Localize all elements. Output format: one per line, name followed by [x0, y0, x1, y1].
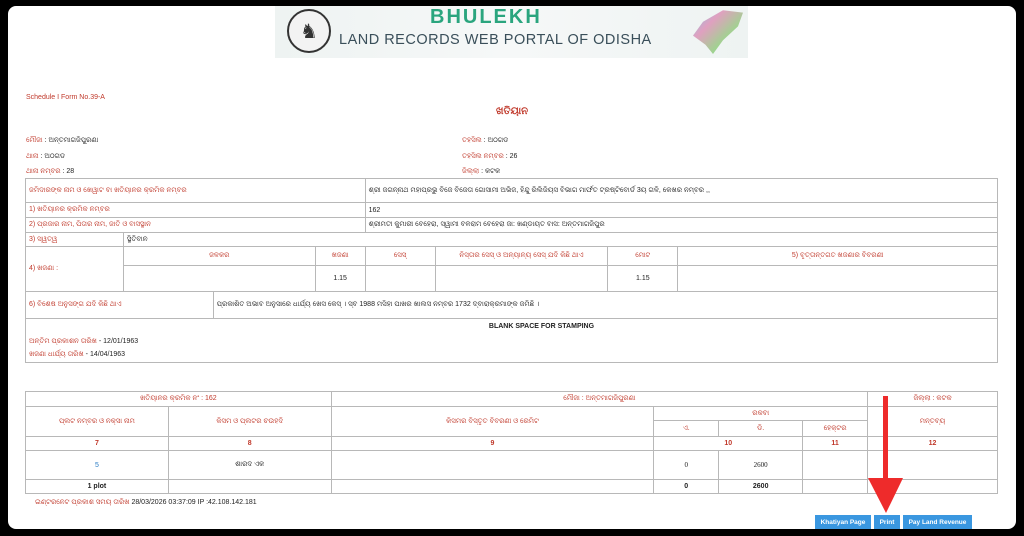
red-arrow-annotation	[866, 396, 906, 514]
col-header-area: ରକବା	[654, 407, 868, 421]
stamp-row: BLANK SPACE FOR STAMPING ଅନ୍ତିମ ପ୍ରକାଶନ ତାରିଖ - 12/01/1963 ଖଜଣା ଧାର୍ଯ୍ୟ ତାରିଖ - 14/04/1963	[26, 319, 998, 363]
publication-date: 12/01/1963	[103, 338, 139, 345]
khatiyan-page	[8, 6, 1016, 529]
stamp-space: BLANK SPACE FOR STAMPING	[488, 323, 595, 330]
total-plots: 1 plot	[26, 480, 169, 494]
total-row	[26, 480, 998, 494]
plot-decimal: 2600	[719, 451, 803, 480]
thana-no-value: 28	[66, 168, 75, 175]
rent-value: 1.15	[315, 266, 365, 292]
col-header: ପ୍ଲଟ ନମ୍ବର ଓ ନକ୍ସା ନାମ	[26, 407, 169, 437]
plot-number-link[interactable]: 5	[26, 451, 169, 480]
khatiyan-label: 1) ଖତିୟାନର କ୍ରମିକ ନମ୍ବର	[26, 203, 366, 218]
district-label: ଜିଲ୍ଲା	[462, 168, 480, 175]
odisha-seal-logo: ♞	[287, 9, 331, 53]
plot-district: ଜିଲ୍ଲା : କଟକ	[868, 392, 998, 407]
owner-label: ଜମିଦାରଙ୍କ ନାମ ଓ ଖେୱାଟ ବା ଖତିୟାନର କ୍ରମିକ ନମ୍ବର	[26, 179, 366, 203]
special-label: 6) ବିଶେଷ ଅନୁସଙ୍ଗ ଯଦି କିଛି ଥାଏ	[26, 292, 214, 319]
tenant-label: 2) ପ୍ରଜାର ନାମ, ପିତାର ନାମ, ଜାତି ଓ ବାସସ୍ଥାନ	[26, 218, 366, 233]
plot-table	[25, 391, 998, 494]
info-left: ମୌଜା : ଅନ୍ତମାଗଜିପୁରଣା ଥାନା : ଅଠଗଡ ଥାନା ନମ୍ବର : 28	[26, 137, 99, 175]
right-row	[26, 233, 998, 247]
total-decimal: 2600	[719, 480, 803, 494]
pay-land-revenue-button[interactable]: Pay Land Revenue	[903, 515, 972, 529]
col-number: 7	[26, 437, 169, 451]
rent-value	[678, 266, 998, 292]
rent-label: 4) ଖଜଣା :	[26, 247, 124, 292]
rent-header: ସେସ୍	[365, 247, 435, 266]
special-row	[26, 292, 998, 319]
col-header: ମନ୍ତବ୍ୟ	[868, 407, 998, 437]
area-decimal-header: ଡି.	[719, 421, 803, 437]
owner-value: ଶ୍ରୀ ଜଗନ୍ନାଥ ମହାପ୍ରଭୁ ବିଜେ ବିଜେତା ଗୋସାମୀ ଅଭିଜ, ହିନ୍ଦୁ ରିଲିଜିୟସ ବିଭାଗ ମାର୍ଫତ ଟ୍ରଷ୍ଟିବୋର୍ଡ 3ୟ ଗଳି, କେଖର ନମ୍ବର ,,	[365, 179, 997, 203]
table-row	[26, 451, 998, 480]
col-header: କିସମ ଓ ପ୍ଲଟର ଚଉହଦି	[168, 407, 331, 437]
rent-value: 1.15	[608, 266, 678, 292]
footer-timestamp: 28/03/2026 03:37:09	[131, 499, 196, 506]
rent-header: ମୋଟ	[608, 247, 678, 266]
footer-ip: IP :42.108.142.181	[197, 499, 257, 506]
odisha-map-icon	[693, 8, 743, 54]
tagline: LAND RECORDS WEB PORTAL OF ODISHA	[339, 32, 652, 48]
bhulekh-banner	[275, 6, 748, 58]
footer-label: ଇଣ୍ଟରନେଟ ପ୍ରକାଶ ସମୟ ତାରିଖ	[35, 499, 130, 506]
tahasil-no-label: ତହସିଲ ନମ୍ବର	[462, 152, 504, 160]
special-value: ପ୍ରକାଶିତ ଅଭାବ ଅନୁସାରେ ଧାର୍ଯ୍ୟ ଖେସ କେସ୍ । ସ୍ବ 1988 ମସିହା ପାଖର ଖାଲସ ନମ୍ବର 1732 ଦ୍ବାରାକ୍ରମାଙ୍କ ଜମିଛି ।	[213, 292, 997, 319]
tenant-value: ଶ୍ରୀମତୀ କୁମାରୀ ବେହେରା, ସ୍ୱାମୀ ବଳରାମ ବେହେରା ଜା: ଖଣ୍ଡାୟତ ବାସ: ଅନ୍ତମାଗଜିପୁର	[365, 218, 997, 233]
rent-header: ନିସ୍ତାର ସେସ୍ ଓ ଅନ୍ୟାନ୍ୟ ସେସ୍ ଯଦି କିଛି ଥାଏ	[435, 247, 608, 266]
rent-value	[435, 266, 608, 292]
col-number: 11	[803, 437, 868, 451]
brand-logo-text: BHULEKH	[430, 6, 542, 28]
plot-description	[331, 451, 654, 480]
rent-value	[123, 266, 315, 292]
area-hectare-header: ହେକ୍ଟର	[803, 421, 868, 437]
rent-header: 5) ବୃତ୍ତାନ୍ତଗତ ଖଜଣାର ବିବରଣୀ	[678, 247, 998, 266]
mouza-label: ମୌଜା	[26, 137, 43, 144]
mouza-value: ଅନ୍ତମାଗଜିପୁରଣା	[48, 137, 99, 144]
form-number: Schedule I Form No.39-A	[26, 94, 105, 101]
col-number: 9	[331, 437, 654, 451]
plot-khatiyan-number: ଖତିୟାନର କ୍ରମିକ ନଂ : 162	[26, 392, 332, 407]
khatiyan-row	[26, 203, 998, 218]
total-acre: 0	[654, 480, 719, 494]
col-number: 10	[654, 437, 803, 451]
print-button[interactable]: Print	[874, 515, 900, 529]
page-title: ଖତିୟାନ	[495, 106, 529, 117]
tahasil-label: ତହସିଲ	[462, 137, 482, 144]
rent-date-label: ଖଜଣା ଧାର୍ଯ୍ୟ ତାରିଖ	[29, 351, 84, 358]
rent-value	[365, 266, 435, 292]
rent-date: 14/04/1963	[89, 351, 126, 358]
tenant-row	[26, 218, 998, 233]
plot-hectare	[803, 451, 868, 480]
rent-header-row	[26, 247, 998, 266]
area-acre-header: ଏ.	[654, 421, 719, 437]
district-value: କଟକ	[485, 168, 501, 175]
plot-mouza: ମୌଜା : ଅନ୍ତମାଗଜିପୁରଣା	[331, 392, 867, 407]
thana-value: ଅଠଗଡ	[44, 152, 66, 160]
tahasil-value: ଅଠଗଡ	[487, 137, 509, 144]
khatiyan-page-button[interactable]: Khatiyan Page	[815, 515, 871, 529]
col-number: 8	[168, 437, 331, 451]
record-table	[25, 178, 998, 363]
tahasil-no-value: 26	[509, 152, 518, 160]
info-right: ତହସିଲ : ଅଠଗଡ ତହସିଲ ନମ୍ବର : 26 ଜିଲ୍ଲା : କଟକ	[462, 137, 518, 175]
thana-label: ଥାନା	[26, 152, 39, 160]
right-label: 3) ସ୍ୱତ୍ୱ	[26, 233, 124, 247]
khatiyan-value: 162	[365, 203, 997, 218]
right-value: ସ୍ଥିତିବାନ	[123, 233, 997, 247]
publication-date-label: ଅନ୍ତିମ ପ୍ରକାଶନ ତାରିଖ	[29, 338, 97, 345]
footer-info	[35, 499, 257, 507]
thana-no-label: ଥାନା ନମ୍ବର	[26, 168, 61, 175]
rent-value-row	[26, 266, 998, 292]
col-header: କିସମର ବିସ୍ତୃତ ବିବରଣୀ ଓ ରେମିଟ	[331, 407, 654, 437]
rent-header: ଜଳକର	[123, 247, 315, 266]
col-number: 12	[868, 437, 998, 451]
owner-row	[26, 179, 998, 203]
plot-acre: 0	[654, 451, 719, 480]
rent-header: ଖଜଣା	[315, 247, 365, 266]
plot-kisam: ଶାରଦ ଏକ	[168, 451, 331, 480]
